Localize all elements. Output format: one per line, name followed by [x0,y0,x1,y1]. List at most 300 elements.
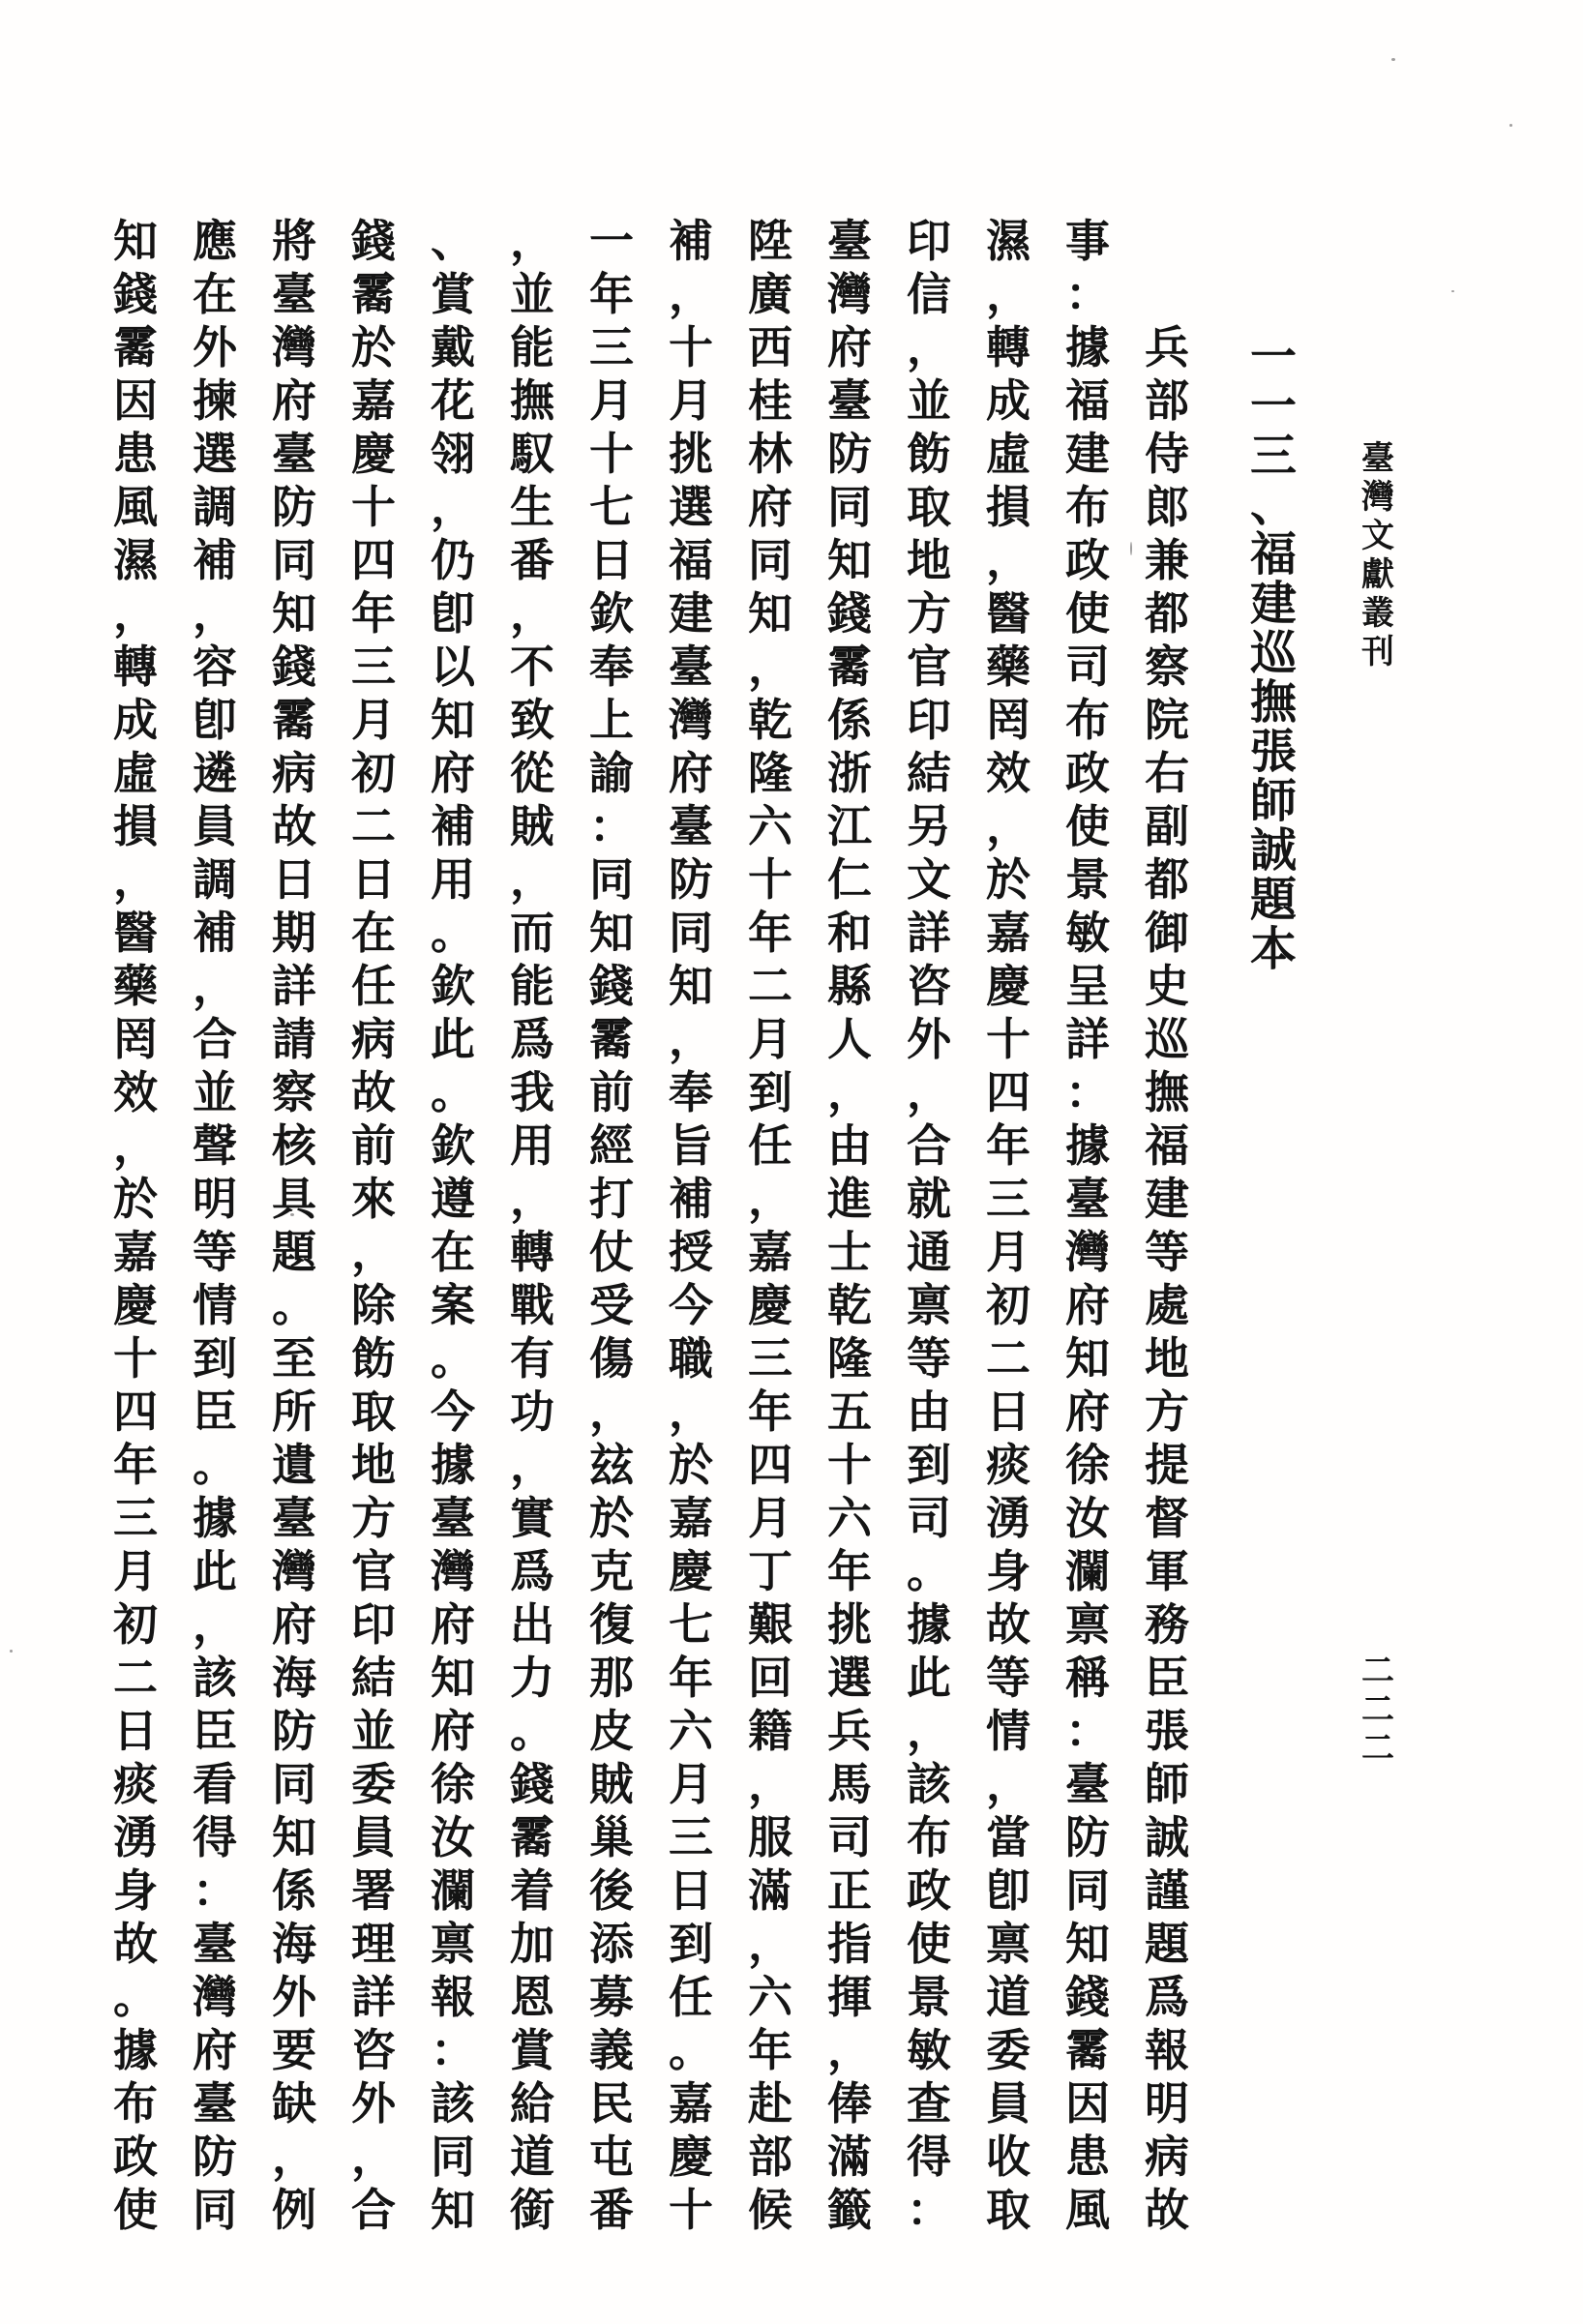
glyph-cell: 禀 [907,1281,951,1330]
glyph-cell: 戰 [510,1281,554,1330]
glyph-cell: 身 [986,1547,1030,1596]
glyph-cell: 賊 [589,1760,634,1809]
glyph-cell: 。 [431,909,475,958]
glyph-cell: 侍 [1145,430,1189,479]
glyph-cell: 建 [1249,579,1297,630]
glyph-cell: 欽 [431,962,475,1011]
glyph-cell: 敏 [1065,909,1110,958]
glyph-cell: 力 [510,1654,554,1703]
glyph-cell: 職 [669,1334,713,1384]
glyph-cell: 三 [1249,431,1297,482]
glyph-cell: 明 [1145,2079,1189,2129]
glyph-cell: 錢 [589,962,634,1011]
article-title [1244,333,1302,974]
glyph-cell: 欽 [589,589,634,639]
glyph-cell: 員 [193,802,237,851]
glyph-cell: 服 [748,1813,792,1862]
glyph-cell: 十 [669,2186,713,2235]
glyph-cell: 除 [351,1281,396,1330]
glyph-cell: 三 [986,1175,1030,1224]
body-column-11 [346,215,401,2237]
glyph-cell: 番 [589,2186,634,2235]
glyph-cell: 就 [907,1175,951,1224]
glyph-cell: 據 [1065,323,1110,372]
glyph-cell: 同 [669,909,713,958]
glyph-cell: 銜 [510,2186,554,2235]
glyph-cell: 灣 [1065,1228,1110,1277]
glyph-cell: 員 [351,1813,396,1862]
glyph-cell: 我 [510,1068,554,1117]
glyph-cell: 地 [1145,1334,1189,1384]
glyph-cell: 海 [272,1654,316,1703]
glyph-cell: 月 [113,1547,158,1596]
glyph-cell: 以 [431,642,475,692]
glyph-cell: 籍 [748,1707,792,1756]
glyph-cell: 據 [113,2026,158,2075]
glyph-cell: 合 [193,1015,237,1064]
glyph-cell: 艱 [748,1600,792,1650]
glyph-cell: ， [510,855,554,905]
glyph-cell: 府 [827,323,872,372]
glyph-cell: ， [669,270,713,319]
glyph-cell: 和 [827,909,872,958]
glyph-cell: ： [1065,270,1110,319]
glyph-cell: 前 [351,1121,396,1171]
glyph-cell: 到 [748,1068,792,1117]
glyph-cell: 到 [907,1441,951,1490]
glyph-cell: 年 [748,909,792,958]
glyph-cell: 灣 [669,696,713,745]
glyph-cell: ： [1065,1707,1110,1756]
glyph-cell: 轉 [986,323,1030,372]
glyph-cell: ， [827,2026,872,2075]
glyph-cell: 知 [669,962,713,1011]
glyph-cell: 使 [1065,589,1110,639]
glyph-cell: ， [113,1121,158,1171]
glyph-cell: 方 [1145,1387,1189,1437]
glyph-cell: 赴 [748,2079,792,2129]
glyph-cell: ， [986,270,1030,319]
glyph-cell: 故 [351,1068,396,1117]
glyph-cell: 。 [272,1281,316,1330]
glyph-cell: 題 [1249,875,1297,926]
glyph-cell: 調 [193,483,237,532]
glyph-cell: 。 [113,1973,158,2022]
glyph-cell: 臣 [193,1707,237,1756]
glyph-cell: 錢 [827,589,872,639]
glyph-cell: 陞 [748,217,792,266]
glyph-cell: 指 [827,1920,872,1969]
glyph-cell: 年 [827,1547,872,1596]
glyph-cell: 丁 [748,1547,792,1596]
glyph-cell: 霱 [510,1813,554,1862]
glyph-cell: 日 [669,1866,713,1916]
glyph-cell: 臺 [431,1494,475,1543]
glyph-cell: 士 [827,1228,872,1277]
glyph-cell: 汝 [431,1813,475,1862]
glyph-cell: 藥 [113,962,158,1011]
glyph-cell: 痰 [113,1760,158,1809]
glyph-cell: 補 [431,802,475,851]
glyph-cell: 出 [510,1600,554,1650]
glyph-cell: 知 [272,1813,316,1862]
glyph-cell: 損 [986,483,1030,532]
glyph-cell: 着 [510,1866,554,1916]
glyph-cell: 文 [1361,519,1394,554]
glyph-cell: 官 [351,1547,396,1596]
glyph-cell: 十 [748,855,792,905]
glyph-cell: ， [827,1068,872,1117]
glyph-cell: 慶 [113,1281,158,1330]
glyph-cell: 初 [351,749,396,798]
glyph-cell: 得 [907,2132,951,2182]
glyph-cell: 府 [431,1600,475,1650]
glyph-cell: 敏 [907,2026,951,2075]
body-column-9 [505,215,559,2237]
glyph-cell: 該 [431,2079,475,2129]
glyph-cell: 灣 [193,1973,237,2022]
glyph-cell: 年 [986,1121,1030,1171]
glyph-cell: ， [748,1175,792,1224]
glyph-cell: 府 [272,1600,316,1650]
glyph-cell: 臺 [1361,441,1394,477]
glyph-cell: 縣 [827,962,872,1011]
glyph-cell: 二 [748,962,792,1011]
glyph-cell: 傷 [589,1334,634,1384]
glyph-cell: ， [510,1441,554,1490]
glyph-cell: 林 [748,430,792,479]
glyph-cell: 因 [1065,2079,1110,2129]
glyph-cell: 二 [351,802,396,851]
glyph-cell: 布 [1065,483,1110,532]
glyph-cell: 西 [748,323,792,372]
scan-speck [10,1650,13,1653]
glyph-cell: 十 [669,323,713,372]
glyph-cell: 慶 [669,2132,713,2182]
glyph-cell: 濕 [986,217,1030,266]
glyph-cell: 病 [272,749,316,798]
glyph-cell: 使 [113,2186,158,2235]
glyph-cell: 據 [1065,1121,1110,1171]
glyph-cell: 今 [431,1387,475,1437]
glyph-cell: 景 [1065,855,1110,905]
glyph-cell: 建 [1065,430,1110,479]
glyph-cell: 初 [986,1281,1030,1330]
glyph-cell: 罔 [113,1015,158,1064]
glyph-cell: 防 [272,1707,316,1756]
glyph-cell: 合 [907,1121,951,1171]
glyph-cell: ： [907,2186,951,2235]
glyph-cell: 巢 [589,1813,634,1862]
glyph-cell: 爲 [1145,1973,1189,2022]
glyph-cell: 文 [907,855,951,905]
glyph-cell: 灣 [272,1547,316,1596]
glyph-cell: 生 [510,483,554,532]
glyph-cell: ， [986,802,1030,851]
glyph-cell: 史 [1145,962,1189,1011]
glyph-cell: 福 [669,536,713,585]
glyph-cell: 霱 [113,323,158,372]
glyph-cell: 年 [351,589,396,639]
glyph-cell: 取 [351,1387,396,1437]
glyph-cell: 呈 [1065,962,1110,1011]
glyph-cell: 日 [589,536,634,585]
glyph-cell: 巡 [1249,628,1297,679]
glyph-cell: 翎 [431,430,475,479]
glyph-cell: 誠 [1145,1813,1189,1862]
body-column-2 [1060,215,1115,2237]
glyph-cell: 來 [351,1175,396,1224]
glyph-cell: 、 [431,217,475,266]
glyph-cell: 防 [1065,1813,1110,1862]
glyph-cell: 六 [748,802,792,851]
glyph-cell: ， [193,962,237,1011]
glyph-cell: 方 [351,1494,396,1543]
glyph-cell: 收 [986,2132,1030,2182]
glyph-cell: 故 [1145,2186,1189,2235]
glyph-cell: 師 [1249,776,1297,827]
glyph-cell: 添 [589,1920,634,1969]
glyph-cell: 後 [589,1866,634,1916]
glyph-cell: 患 [113,430,158,479]
glyph-cell: 知 [589,909,634,958]
glyph-cell: 六 [827,1494,872,1543]
glyph-cell: 據 [431,1441,475,1490]
glyph-cell: 四 [748,1441,792,1490]
glyph-cell: 募 [589,1973,634,2022]
glyph-cell: 題 [1145,1920,1189,1969]
glyph-cell: 合 [351,2186,396,2235]
glyph-cell: 二 [1361,1731,1394,1767]
glyph-cell: 月 [748,1015,792,1064]
glyph-cell: 臺 [272,430,316,479]
glyph-cell: 稱 [1065,1654,1110,1703]
glyph-cell: 風 [1065,2186,1110,2235]
glyph-cell: 印 [907,217,951,266]
glyph-cell: 知 [1065,1334,1110,1384]
glyph-cell: 知 [748,589,792,639]
glyph-cell: 結 [351,1654,396,1703]
glyph-cell: 同 [272,536,316,585]
glyph-cell: 府 [431,749,475,798]
glyph-cell: 撫 [1145,1068,1189,1117]
body-column-13 [188,215,242,2237]
glyph-cell: 補 [669,217,713,266]
body-column-14 [108,215,163,2237]
glyph-cell: 信 [907,270,951,319]
glyph-cell: ， [669,1015,713,1064]
glyph-cell: 慶 [748,1281,792,1330]
glyph-cell: 欽 [431,1121,475,1171]
glyph-cell: 咨 [351,2026,396,2075]
glyph-cell: 錢 [351,217,396,266]
glyph-cell: 加 [510,1920,554,1969]
glyph-cell: 爲 [510,1015,554,1064]
glyph-cell: 外 [272,1973,316,2022]
glyph-cell: 爲 [510,1547,554,1596]
glyph-cell: 同 [589,855,634,905]
glyph-cell: 外 [907,1015,951,1064]
glyph-cell: 政 [907,1866,951,1916]
glyph-cell: 醫 [986,589,1030,639]
glyph-cell: 獻 [1361,557,1394,593]
glyph-cell: 地 [351,1441,396,1490]
glyph-cell: 奉 [589,642,634,692]
glyph-cell: 該 [907,1760,951,1809]
glyph-cell: 知 [431,696,475,745]
glyph-cell: 右 [1145,749,1189,798]
glyph-cell: 補 [193,536,237,585]
glyph-cell: 十 [351,483,396,532]
glyph-cell: 外 [351,2079,396,2129]
glyph-cell: ， [113,855,158,905]
glyph-cell: 官 [907,642,951,692]
glyph-cell: 知 [431,1654,475,1703]
glyph-cell: 用 [510,1121,554,1171]
glyph-cell: 府 [748,483,792,532]
glyph-cell: 情 [986,1707,1030,1756]
glyph-cell: 撫 [510,376,554,426]
glyph-cell: 年 [748,2026,792,2075]
glyph-cell: 四 [351,536,396,585]
glyph-cell: 將 [272,217,316,266]
glyph-cell: 查 [907,2079,951,2129]
glyph-cell: 等 [986,1654,1030,1703]
glyph-cell: 請 [272,1015,316,1064]
glyph-cell: 正 [827,1866,872,1916]
glyph-cell: 進 [827,1175,872,1224]
glyph-cell: 調 [193,855,237,905]
glyph-cell: 謹 [1145,1866,1189,1916]
glyph-cell: 玆 [589,1441,634,1490]
page-number [1353,1653,1403,1769]
glyph-cell: ， [193,589,237,639]
glyph-cell: 等 [907,1334,951,1384]
glyph-cell: 兼 [1145,536,1189,585]
glyph-cell: 月 [669,376,713,426]
glyph-cell: 人 [827,1015,872,1064]
glyph-cell: 詳 [907,909,951,958]
glyph-cell: 十 [589,430,634,479]
glyph-cell: 到 [193,1334,237,1384]
glyph-cell: 灣 [272,323,316,372]
glyph-cell: 補 [669,1175,713,1224]
glyph-cell: 。 [669,2026,713,2075]
glyph-cell: 並 [193,1068,237,1117]
glyph-cell: 實 [510,1494,554,1543]
glyph-cell: 政 [1065,749,1110,798]
glyph-cell: 俸 [827,2079,872,2129]
glyph-cell: ： [1065,1068,1110,1117]
glyph-cell: 本 [1249,924,1297,975]
glyph-cell: 同 [827,483,872,532]
glyph-cell: 同 [1065,1866,1110,1916]
glyph-cell: 賞 [431,270,475,319]
glyph-cell: 賊 [510,802,554,851]
glyph-cell: 月 [351,696,396,745]
glyph-cell: 番 [510,536,554,585]
glyph-cell: 風 [113,483,158,532]
glyph-cell: 府 [1065,1281,1110,1330]
glyph-cell: 防 [272,483,316,532]
glyph-cell: 三 [748,1334,792,1384]
glyph-cell: 灣 [431,1547,475,1596]
glyph-cell: 察 [272,1068,316,1117]
glyph-cell: ， [748,1920,792,1969]
glyph-cell: 諭 [589,749,634,798]
glyph-cell: 虛 [113,749,158,798]
glyph-cell: 嘉 [669,1494,713,1543]
glyph-cell: 防 [827,430,872,479]
glyph-cell: 成 [113,696,158,745]
glyph-cell: 戴 [431,323,475,372]
glyph-cell: 核 [272,1121,316,1171]
glyph-cell: 日 [113,1707,158,1756]
glyph-cell: 故 [113,1920,158,1969]
glyph-cell: 經 [589,1121,634,1171]
glyph-cell: 四 [113,1387,158,1437]
glyph-cell: 處 [1145,1281,1189,1330]
glyph-cell: 隆 [827,1334,872,1384]
glyph-cell: 報 [1145,2026,1189,2075]
glyph-cell: 年 [669,1654,713,1703]
glyph-cell: 恩 [510,1973,554,2022]
glyph-cell: 上 [589,696,634,745]
glyph-cell: 道 [986,1973,1030,2022]
glyph-cell: 案 [431,1281,475,1330]
glyph-cell: 身 [113,1866,158,1916]
body-column-3 [981,215,1035,2237]
glyph-cell: 地 [907,536,951,585]
glyph-cell: 。 [907,1547,951,1596]
glyph-cell: 慶 [669,1547,713,1596]
glyph-cell: 道 [510,2132,554,2182]
glyph-cell: 二 [113,1654,158,1703]
glyph-cell: 建 [1145,1175,1189,1224]
glyph-cell: 卽 [431,589,475,639]
glyph-cell: 係 [827,696,872,745]
glyph-cell: 徐 [1065,1441,1110,1490]
glyph-cell: 察 [1145,642,1189,692]
glyph-cell: 飭 [351,1334,396,1384]
glyph-cell: 初 [113,1600,158,1650]
glyph-cell: 用 [431,855,475,905]
glyph-cell: 月 [589,376,634,426]
glyph-cell: 同 [193,2186,237,2235]
glyph-cell: 滿 [748,1866,792,1916]
glyph-cell: 日 [272,855,316,905]
glyph-cell: 那 [589,1654,634,1703]
glyph-cell: 部 [748,2132,792,2182]
glyph-cell: 病 [351,1015,396,1064]
glyph-cell: 藥 [986,642,1030,692]
glyph-cell: ， [986,1760,1030,1809]
glyph-cell: 任 [748,1121,792,1171]
glyph-cell: 候 [748,2186,792,2235]
glyph-cell: 乾 [827,1281,872,1330]
glyph-cell: ， [113,589,158,639]
glyph-cell: 瀾 [1065,1547,1110,1596]
glyph-cell: 禀 [1065,1600,1110,1650]
glyph-cell: 轉 [113,642,158,692]
glyph-cell: 司 [1065,642,1110,692]
glyph-cell: 選 [669,483,713,532]
glyph-cell: 據 [907,1600,951,1650]
glyph-cell: 郎 [1145,483,1189,532]
glyph-cell: 遺 [272,1441,316,1490]
glyph-cell: 提 [1145,1441,1189,1490]
glyph-cell: 情 [193,1281,237,1330]
